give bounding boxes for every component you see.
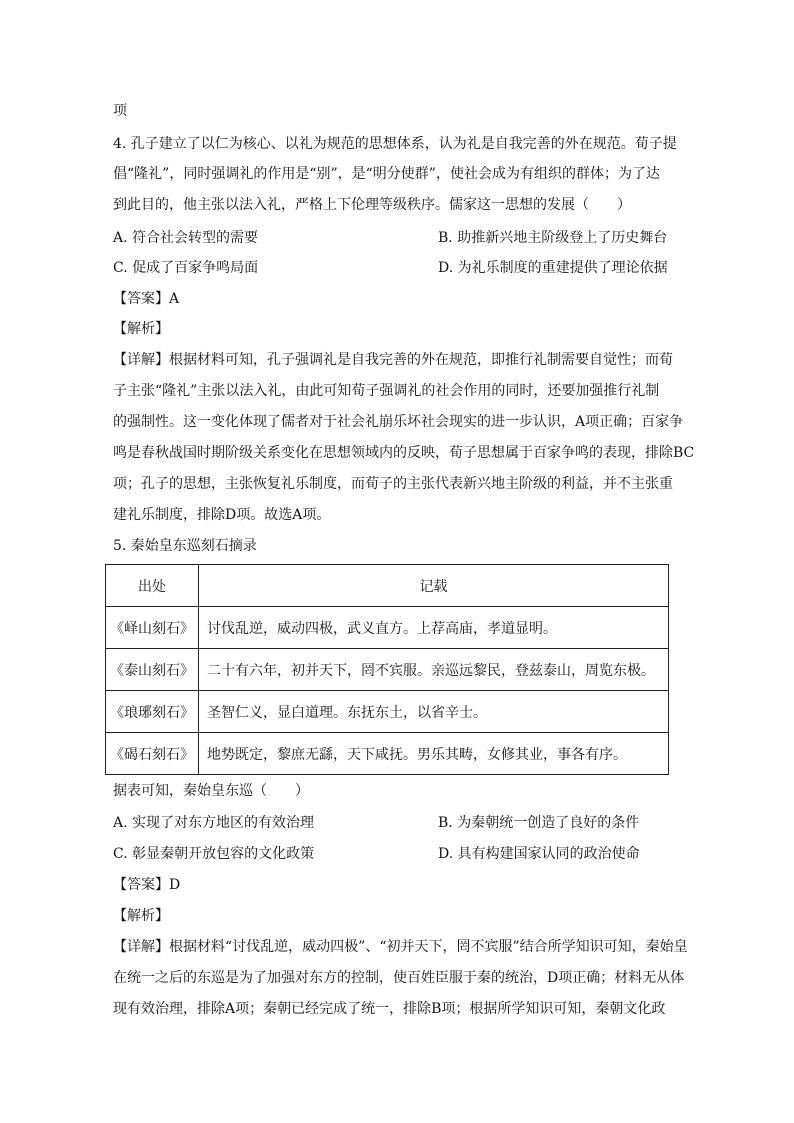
q5-stem-title: 5. 秦始皇东巡刻石摘录 (113, 538, 257, 554)
q4-detail-line-1: 【详解】根据材料可知，孔子强调礼是自我完善的外在规范，即推行礼制需要自觉性；而荀 (113, 352, 673, 368)
q5-answer: 【答案】D (113, 877, 181, 893)
table-row (106, 607, 669, 649)
q4-detail-line-4: 鸣是春秋战国时期阶级关系变化在思想领域内的反映，荀子思想属于百家争鸣的表现，排除BC (113, 445, 695, 461)
table-cell-source: 《峄山刻石》 (106, 607, 199, 649)
q5-option-c: C. 彰显秦朝开放包容的文化政策 (113, 846, 315, 862)
q4-answer: 【答案】A (113, 291, 180, 307)
q4-stem-line-3: 到此目的，他主张以法入礼，严格上下伦理等级秩序。儒家这一思想的发展（ ） (113, 197, 631, 213)
q5-detail-line-1: 【详解】根据材料“讨伐乱逆，威动四极”、“初并天下，罔不宾服”结合所学知识可知，秦始皇 (113, 939, 688, 955)
q5-option-d: D. 具有构建国家认同的政治使命 (438, 846, 640, 862)
table-cell-record: 圣智仁义，显白道理。东抚东土，以省辛士。 (199, 691, 669, 733)
q4-option-c: C. 促成了百家争鸣局面 (113, 260, 259, 276)
table-cell-record: 地势既定，黎庶无繇，天下咸抚。男乐其畴，女修其业，事各有序。 (199, 733, 669, 775)
table-header-record: 记载 (199, 565, 669, 607)
q4-detail-line-6: 建礼乐制度，排除D项。故选A项。 (113, 507, 331, 523)
q5-detail-line-3: 现有效治理，排除A项；秦朝已经完成了统一，排除B项；根据所学知识可知，秦朝文化政 (113, 1001, 666, 1017)
table-cell-source: 《琅琊刻石》 (106, 691, 199, 733)
q4-stem-line-2: 倡“隆礼”，同时强调礼的作用是“别”，是“明分使群”，使社会成为有组织的群体；为了达 (113, 166, 660, 182)
table-header-source: 出处 (106, 565, 199, 607)
table-cell-record: 讨伐乱逆，威动四极，武义直方。上荐高庙，孝道显明。 (199, 607, 669, 649)
q4-detail-line-3: 的强制性。这一变化体现了儒者对于社会礼崩乐坏社会现实的进一步认识，A项正确；百家争 (113, 414, 684, 430)
top-fragment: 项 (113, 103, 127, 119)
q4-option-a: A. 符合社会转型的需要 (113, 230, 259, 246)
q5-option-a: A. 实现了对东方地区的有效治理 (113, 815, 315, 831)
q5-question: 据表可知，秦始皇东巡（ ） (113, 783, 309, 799)
q4-option-d: D. 为礼乐制度的重建提供了理论依据 (438, 260, 668, 276)
table-row (106, 733, 669, 775)
table-cell-source: 《泰山刻石》 (106, 649, 199, 691)
q5-analysis-label: 【解析】 (113, 908, 169, 924)
q4-analysis-label: 【解析】 (113, 321, 169, 337)
table-row (106, 649, 669, 691)
inscription-table (105, 564, 669, 775)
q4-stem-line-1: 4. 孔子建立了以仁为核心、以礼为规范的思想体系，认为礼是自我完善的外在规范。荀子提 (113, 136, 677, 152)
q5-option-b: B. 为秦朝统一创造了良好的条件 (438, 815, 640, 831)
table-cell-source: 《碣石刻石》 (106, 733, 199, 775)
table-header-row (106, 565, 669, 607)
q4-option-b: B. 助推新兴地主阶级登上了历史舞台 (438, 230, 668, 246)
q5-detail-line-2: 在统一之后的东巡是为了加强对东方的控制，使百姓臣服于秦的统治，D项正确；材料无从体 (113, 970, 685, 986)
table-cell-record: 二十有六年，初并天下，罔不宾服。亲巡远黎民，登兹泰山，周览东极。 (199, 649, 669, 691)
q4-detail-line-5: 项；孔子的思想，主张恢复礼乐制度，而荀子的主张代表新兴地主阶级的利益，并不主张重 (113, 476, 673, 492)
table-row (106, 691, 669, 733)
q4-detail-line-2: 子主张“隆礼”主张以法入礼，由此可知荀子强调礼的社会作用的同时，还要加强推行礼制 (113, 383, 660, 399)
